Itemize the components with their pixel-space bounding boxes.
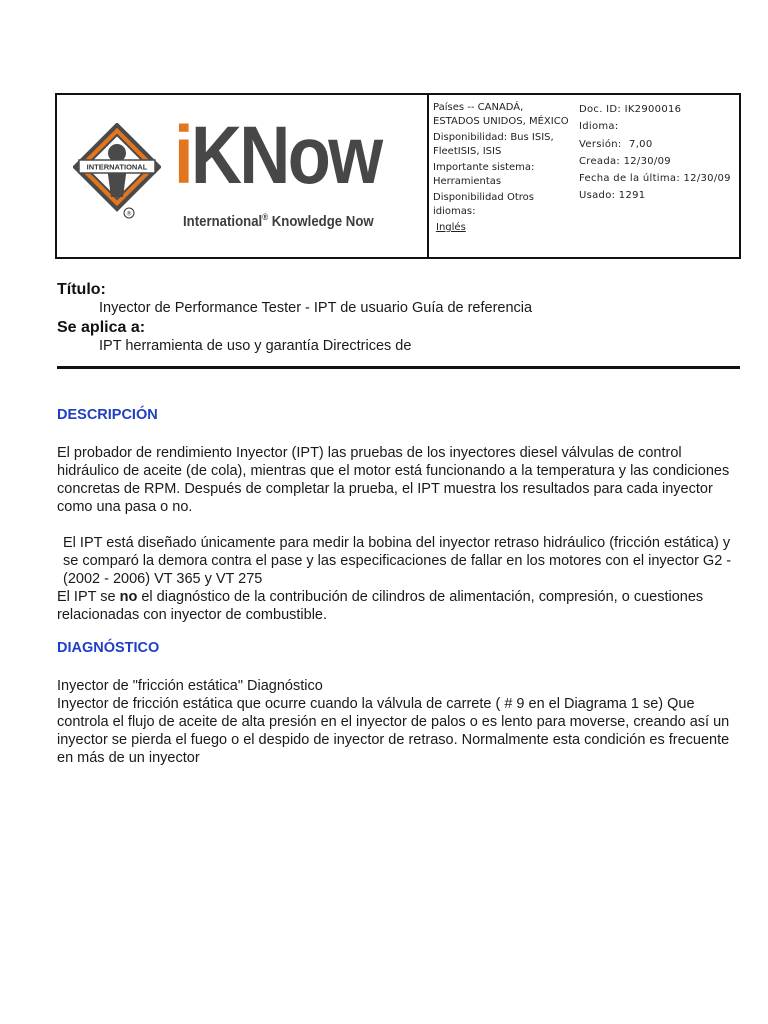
title-label: Título: bbox=[57, 281, 106, 298]
description-para-1 bbox=[57, 444, 737, 516]
meta-important-system: Importante sistema: Herramientas bbox=[433, 162, 535, 187]
used-label: Usado: bbox=[579, 190, 616, 202]
language-link-ingles[interactable]: Inglés bbox=[436, 222, 466, 233]
language-label: Idioma: bbox=[579, 121, 619, 133]
tagline-prefix: International bbox=[183, 213, 263, 230]
meta-other-languages: Disponibilidad Otros idiomas: bbox=[433, 192, 534, 217]
meta-language bbox=[579, 118, 735, 135]
document-header bbox=[55, 93, 741, 259]
registered-mark: ® bbox=[126, 210, 132, 218]
iknow-wordmark bbox=[174, 110, 381, 201]
description-text-3 bbox=[57, 588, 737, 624]
diagnostic-line-1: Inyector de "fricción estática" Diagnóstico bbox=[57, 678, 323, 694]
applies-label: Se aplica a: bbox=[57, 319, 146, 336]
brand-letter-i: i bbox=[174, 110, 192, 201]
para3-prefix: El IPT se bbox=[57, 589, 120, 605]
meta-used bbox=[579, 187, 735, 204]
meta-left-column bbox=[429, 95, 573, 257]
title-value: Inyector de Performance Tester - IPT de usuario Guía de referencia bbox=[99, 300, 533, 316]
description-para-2 bbox=[57, 534, 737, 624]
created-value: 12/30/09 bbox=[623, 155, 671, 167]
diagnostic-heading: DIAGNÓSTICO bbox=[57, 640, 160, 656]
tagline-suffix: Knowledge Now bbox=[268, 213, 374, 230]
para3-bold: no bbox=[119, 589, 138, 605]
description-text-1: El probador de rendimiento Inyector (IPT) las pruebas de los inyectores diesel válvulas de control hidráulico de aceite (de cola), mientras que el motor está funcionando a la temperatura y las condiciones concretas de RPM. Después de completar la prueba, el IPT muestra los resultados para cada inyector como una pasa o no. bbox=[57, 445, 730, 515]
doc-id-value: IK2900016 bbox=[624, 104, 682, 115]
last-date-label: Fecha de la última: bbox=[579, 173, 681, 185]
created-label: Creada: bbox=[579, 155, 621, 167]
international-emblem-icon bbox=[73, 123, 161, 221]
title-block bbox=[57, 280, 747, 356]
tagline-mark: ® bbox=[262, 212, 269, 222]
meta-doc-id bbox=[579, 101, 735, 118]
description-text-2: El IPT está diseñado únicamente para medir la bobina del inyector retraso hidráulico (fricción estática) y se comparó la demora contra el pase y las especificaciones de fallar en los motores con el inyector G2 - (2002 - 2006) VT 365 y VT 275 bbox=[63, 535, 732, 587]
emblem-text: INTERNATIONAL bbox=[86, 162, 148, 172]
meta-right-column bbox=[573, 95, 739, 257]
brand-tagline bbox=[183, 212, 374, 230]
doc-id-label: Doc. ID: bbox=[579, 104, 622, 115]
used-value: 1291 bbox=[618, 190, 646, 202]
meta-last-date bbox=[579, 170, 735, 187]
meta-availability: Disponibilidad: Bus ISIS, FleetISIS, ISIS bbox=[433, 132, 554, 157]
version-label: Versión: bbox=[579, 138, 622, 150]
meta-created bbox=[579, 153, 735, 170]
last-date-value: 12/30/09 bbox=[683, 173, 731, 185]
logo-area bbox=[57, 95, 429, 257]
meta-countries: Países -- CANADÁ, ESTADOS UNIDOS, MÉXICO bbox=[433, 102, 569, 127]
diagnostic-paragraph: Inyector de fricción estática que ocurre cuando la válvula de carrete ( # 9 en el Diagrama 1 se) Que controla el flujo de aceite de alta presión en el inyector de palos o es lento para moverse, creando así un inyector se pierda el fuego o el despido de inyector de retraso. Normalmente esta condición es frecuente en más de un inyector bbox=[57, 696, 730, 766]
divider-rule bbox=[57, 366, 740, 369]
para3-suffix: el diagnóstico de la contribución de cilindros de alimentación, compresión, o cuestiones relacionadas con inyector de combustible. bbox=[57, 589, 704, 623]
version-value: 7,00 bbox=[629, 138, 653, 150]
applies-value: IPT herramienta de uso y garantía Directrices de bbox=[99, 338, 412, 354]
brand-letters-know: KNow bbox=[191, 110, 381, 201]
description-heading: DESCRIPCIÓN bbox=[57, 407, 158, 423]
diagnostic-body bbox=[57, 677, 737, 767]
meta-version bbox=[579, 136, 735, 153]
